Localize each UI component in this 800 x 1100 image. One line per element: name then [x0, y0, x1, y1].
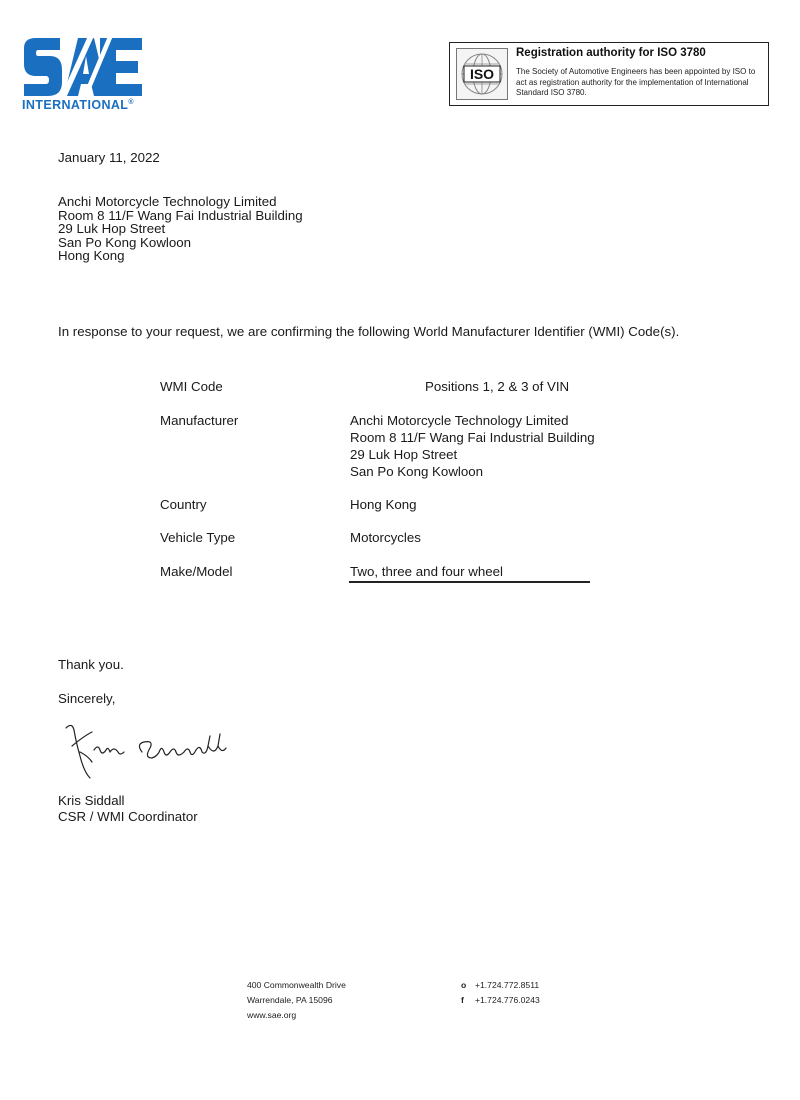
- manufacturer-line: Room 8 11/F Wang Fai Industrial Building: [350, 430, 595, 445]
- footer-phone-row: [461, 978, 540, 993]
- manufacturer-value: [350, 412, 595, 480]
- letter-date: January 11, 2022: [58, 150, 160, 165]
- recipient-line: Hong Kong: [58, 248, 125, 263]
- footer-address: [247, 978, 346, 1023]
- wmi-code-label: WMI Code: [160, 379, 223, 394]
- logo-wordmark: [22, 98, 134, 112]
- fax-tag: f: [461, 995, 464, 1005]
- recipient-line: Room 8 11/F Wang Fai Industrial Building: [58, 207, 303, 223]
- iso-description: The Society of Automotive Engineers has been appointed by ISO to act as registration authority for the implementation of International Standard ISO 3780.: [516, 67, 756, 97]
- manufacturer-line: 29 Luk Hop Street: [350, 447, 458, 462]
- manufacturer-line: Anchi Motorcycle Technology Limited: [350, 413, 569, 428]
- footer-address-line: Warrendale, PA 15096: [247, 995, 333, 1005]
- recipient-line: San Po Kong Kowloon: [58, 234, 192, 250]
- sae-logo-mark: [22, 38, 144, 98]
- country-label: Country: [160, 497, 207, 512]
- make-model-value: Two, three and four wheel: [350, 564, 504, 579]
- manufacturer-line: San Po Kong Kowloon: [350, 464, 484, 479]
- handwritten-signature: [58, 716, 228, 786]
- vehicle-type-value: Motorcycles: [350, 530, 421, 545]
- wmi-code-value: Positions 1, 2 & 3 of VIN: [425, 379, 570, 394]
- logo-wordmark-text: INTERNATIONAL: [22, 98, 129, 112]
- sae-international-logo: [22, 38, 144, 114]
- signer-name: Kris Siddall: [58, 793, 125, 808]
- recipient-address: [58, 195, 303, 263]
- phone-tag: o: [461, 980, 467, 990]
- make-model-underline: [349, 581, 590, 583]
- registered-mark: ®: [128, 98, 134, 106]
- country-value: Hong Kong: [350, 497, 417, 512]
- recipient-line: 29 Luk Hop Street: [58, 221, 166, 236]
- make-model-label: Make/Model: [160, 564, 233, 579]
- iso-registration-box: [449, 42, 769, 106]
- footer-website-link[interactable]: www.sae.org: [247, 1010, 297, 1020]
- footer-address-line: 400 Commonwealth Drive: [247, 980, 346, 990]
- manufacturer-label: Manufacturer: [160, 413, 239, 428]
- footer-fax-row: [461, 993, 540, 1008]
- footer-phone: +1.724.772.8511: [475, 980, 540, 990]
- intro-paragraph: In response to your request, we are confirming the following World Manufacturer Identifier (WMI) Code(s).: [58, 324, 680, 339]
- footer-contact: [461, 978, 540, 1008]
- footer-fax: +1.724.776.0243: [475, 995, 540, 1005]
- iso-title: Registration authority for ISO 3780: [516, 47, 706, 59]
- recipient-line: Anchi Motorcycle Technology Limited: [58, 194, 277, 209]
- thank-you-text: Thank you.: [58, 657, 124, 672]
- signer-block: [58, 793, 198, 825]
- signer-title: CSR / WMI Coordinator: [58, 809, 198, 824]
- vehicle-type-label: Vehicle Type: [160, 530, 236, 545]
- iso-emblem-text: ISO: [469, 66, 495, 82]
- iso-globe-icon: [456, 48, 508, 100]
- sign-off-text: Sincerely,: [58, 691, 116, 706]
